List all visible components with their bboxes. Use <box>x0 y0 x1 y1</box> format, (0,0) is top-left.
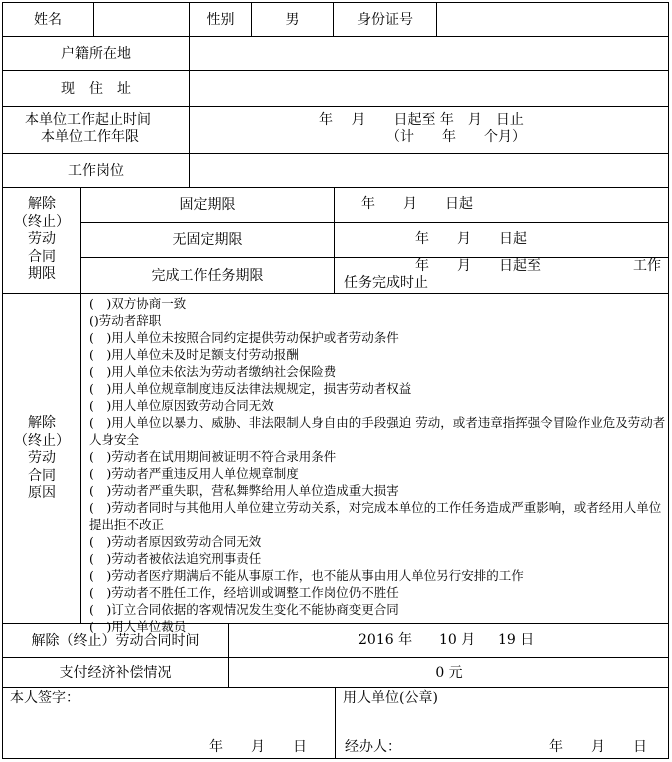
id-label: 身份证号 <box>333 2 436 36</box>
termination-month: 10 月 <box>439 632 476 648</box>
contract-term-label-5: 期限 <box>28 266 56 282</box>
name-label: 姓名 <box>2 2 93 36</box>
task-term-end: 任务完成时止 <box>344 275 428 291</box>
termination-day: 19 日 <box>498 632 535 648</box>
gender-label: 性别 <box>189 2 251 36</box>
compensation-label: 支付经济补偿情况 <box>2 657 228 687</box>
reason-item[interactable]: ( )双方协商一致 <box>89 296 187 311</box>
position-value[interactable] <box>189 153 669 187</box>
handler-label: 经办人： <box>345 739 401 755</box>
reasons-list <box>80 293 669 634</box>
reason-item[interactable]: ( )劳动者同时与其他用人单位建立劳动关系，对完成本单位的工作任务造成严重影响，或者经用人单位提出拒不改正 <box>89 500 662 532</box>
reason-item[interactable]: ()劳动者辞职 <box>89 313 162 328</box>
reasons-label-3: 劳动 <box>28 450 56 466</box>
contract-term-label-1: 解除 <box>28 196 56 212</box>
household-value[interactable] <box>189 36 669 70</box>
open-term-value[interactable] <box>334 222 669 257</box>
name-value[interactable] <box>93 2 189 36</box>
open-term-label: 无固定期限 <box>80 222 334 257</box>
reason-item[interactable]: ( )劳动者不胜任工作，经培训或调整工作岗位仍不胜任 <box>89 585 399 600</box>
self-signature-label: 本人签字： <box>10 690 80 706</box>
reason-item[interactable]: ( )劳动者严重失职，营私舞弊给用人单位造成重大损害 <box>89 483 399 498</box>
work-period-label <box>2 106 189 153</box>
reasons-label-1: 解除 <box>28 415 56 431</box>
reason-item[interactable]: ( )用人单位裁员 <box>89 619 187 634</box>
work-period-value[interactable] <box>189 106 669 153</box>
reasons-label-4: 合同 <box>28 467 56 484</box>
work-period-value-line2: （计 年 个月） <box>386 129 526 145</box>
unit-seal-area[interactable] <box>335 687 669 759</box>
task-term-date: 年 月 日起至 <box>415 258 541 274</box>
address-label: 现 住 址 <box>2 70 189 106</box>
contract-term-group-label <box>2 187 80 293</box>
reasons-label-2: （终止） <box>14 432 70 449</box>
open-term-date: 年 月 日起 <box>415 231 527 247</box>
reason-item[interactable]: ( )用人单位以暴力、威胁、非法限制人身自由的手段强迫 劳动，或者违章指挥强令冒险作业危及劳动者人身安全 <box>89 415 666 447</box>
compensation-value[interactable]: 0 元 <box>228 657 669 687</box>
self-signature-area[interactable] <box>2 687 335 759</box>
self-signature-date: 年 月 日 <box>209 739 307 755</box>
reason-item[interactable]: ( )劳动者医疗期满后不能从事原工作，也不能从事由用人单位另行安排的工作 <box>89 568 524 583</box>
household-label: 户籍所在地 <box>2 36 189 70</box>
address-value[interactable] <box>189 70 669 106</box>
reason-item[interactable]: ( )用人单位规章制度违反法律法规规定，损害劳动者权益 <box>89 381 412 396</box>
contract-term-label-2: （终止） <box>14 213 70 230</box>
contract-term-label-3: 劳动 <box>28 231 56 247</box>
task-term-label: 完成工作任务期限 <box>80 257 334 293</box>
id-value[interactable] <box>436 2 669 36</box>
unit-seal-label: 用人单位(公章) <box>343 690 438 706</box>
fixed-term-date: 年 月 日起 <box>361 196 473 212</box>
reason-item[interactable]: ( )用人单位未及时足额支付劳动报酬 <box>89 347 299 362</box>
reasons-label-5: 原因 <box>28 485 56 501</box>
termination-date-label: 解除（终止）劳动合同时间 <box>2 623 228 657</box>
contract-term-label-4: 合同 <box>28 248 56 265</box>
work-period-label-line2: 本单位工作年限 <box>41 129 139 145</box>
reason-item[interactable]: ( )劳动者严重违反用人单位规章制度 <box>89 466 299 481</box>
fixed-term-value[interactable] <box>334 187 669 222</box>
gender-value[interactable]: 男 <box>251 2 333 36</box>
termination-year: 2016 年 <box>358 632 413 648</box>
reasons-group-label <box>2 293 80 623</box>
work-period-label-line1: 本单位工作起止时间 <box>25 112 151 128</box>
fixed-term-label: 固定期限 <box>80 187 334 222</box>
reason-item[interactable]: ( )劳动者原因致劳动合同无效 <box>89 534 262 549</box>
position-label: 工作岗位 <box>2 153 189 187</box>
reason-item[interactable]: ( )订立合同依据的客观情况发生变化不能协商变更合同 <box>89 602 399 617</box>
reason-item[interactable]: ( )用人单位未按照合同约定提供劳动保护或者劳动条件 <box>89 330 399 345</box>
task-term-value[interactable] <box>334 257 669 293</box>
task-term-work: 工作 <box>633 258 661 274</box>
work-period-value-line1: 年 月 日起至 年 月 日止 <box>319 112 524 128</box>
reason-item[interactable]: ( )用人单位原因致劳动合同无效 <box>89 398 274 413</box>
unit-date: 年 月 日 <box>549 739 647 755</box>
reason-item[interactable]: ( )用人单位未依法为劳动者缴纳社会保险费 <box>89 364 337 379</box>
reason-item[interactable]: ( )劳动者被依法追究刑事责任 <box>89 551 262 566</box>
reason-item[interactable]: ( )劳动者在试用期间被证明不符合录用条件 <box>89 449 337 464</box>
termination-date-value[interactable] <box>228 623 669 657</box>
